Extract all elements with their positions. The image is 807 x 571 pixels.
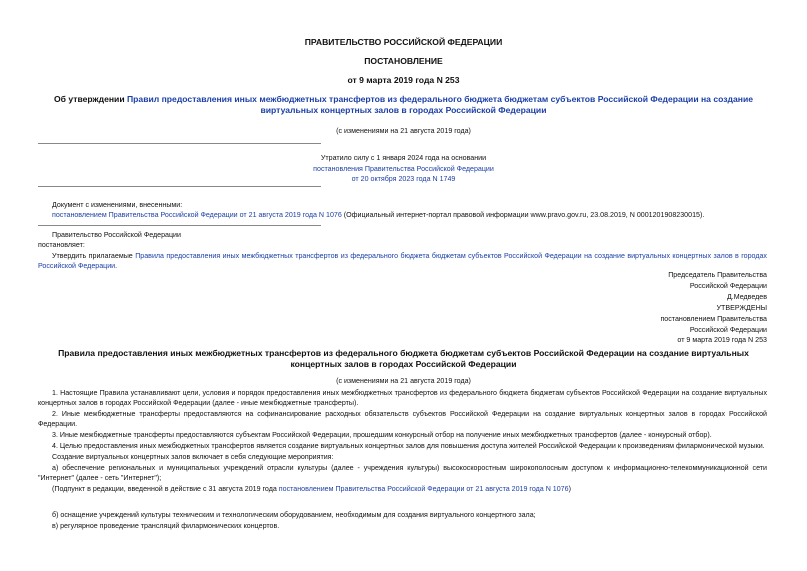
- decree-approve-paragraph: [38, 251, 767, 271]
- signature-block: [500, 270, 767, 346]
- doc-changes-link[interactable]: постановлением Правительства Российской Федерации от 21 августа 2019 года N 1076: [52, 211, 342, 219]
- divider: [38, 225, 321, 226]
- note-suffix: ): [568, 485, 571, 493]
- rule-paragraph: 4. Целью предоставления иных межбюджетных трансфертов является создание виртуальных концертных залов для повышения доступа жителей Российской Федерации к произведениям филармонической музыки.: [52, 442, 765, 450]
- header-changes-note: (с изменениями на 21 августа 2019 года): [336, 127, 471, 135]
- doc-changes-source: (Официальный интернет-портал правовой информации www.pravo.gov.ru, 23.08.2019, N 0001201908230015).: [341, 211, 705, 219]
- expired-line: Утратило силу с 1 января 2024 года на основании: [320, 154, 487, 162]
- doc-changes-line: [52, 210, 704, 220]
- expired-link-date[interactable]: от 20 октября 2023 года N 1749: [351, 175, 456, 183]
- approve-rules-link[interactable]: Правила предоставления иных межбюджетных трансфертов из федерального бюджета бюджетам субъектов Российской Федерации на создание виртуальных концертных залов в городах Российской Федерации: [38, 252, 767, 270]
- approved-date: от 9 марта 2019 года N 253: [677, 336, 767, 345]
- approved-country: Российской Федерации: [689, 325, 767, 334]
- signature-name: Д.Медведев: [726, 292, 767, 301]
- rules-title: Правила предоставления иных межбюджетных трансфертов из федерального бюджета бюджетам субъектов Российской Федерации на создание виртуальных концертных залов в городах Российской Федерации: [58, 348, 749, 369]
- document-date: от 9 марта 2019 года N 253: [347, 75, 460, 85]
- rule-subitem: в) регулярное проведение трансляций филармонических концертов.: [52, 522, 280, 530]
- approve-suffix: .: [115, 262, 118, 270]
- decree-resolves: постановляет:: [38, 241, 85, 249]
- signature-country: Российской Федерации: [689, 281, 767, 290]
- document-type: ПОСТАНОВЛЕНИЕ: [364, 56, 443, 66]
- expired-note: [210, 153, 597, 185]
- rule-paragraph: 1. Настоящие Правила устанавливают цели, условия и порядок предоставления иных межбюджетных трансфертов из федерального бюджета бюджетам субъектов Российской Федерации на создание виртуальных концертных залов в городах Российской Федерации (далее - иные межбюджетные трансферты).: [38, 389, 767, 407]
- rule-note: [38, 484, 767, 494]
- rules-body: [38, 388, 767, 494]
- expired-link-decree[interactable]: постановления Правительства Российской Федерации: [313, 164, 494, 173]
- approved-label: УТВЕРЖДЕНЫ: [716, 303, 767, 312]
- divider: [38, 143, 321, 144]
- rule-subitem: б) оснащение учреждений культуры техническим и технологическим оборудованием, необходимым для создания виртуального концертного зала;: [52, 511, 536, 519]
- title-rules-link[interactable]: Правил предоставления иных межбюджетных трансфертов из федерального бюджета бюджетам субъектов Российской Федерации на создание виртуальных концертных залов в городах Российской Федерации: [127, 94, 754, 115]
- rule-paragraph: 2. Иные межбюджетные трансферты предоставляются на софинансирование расходных обязательств субъектов Российской Федерации на создание виртуальных концертных залов в городах Российской Федерации.: [38, 410, 767, 428]
- rule-paragraph: Создание виртуальных концертных залов включает в себя следующие мероприятия:: [52, 453, 334, 461]
- rules-changes-note: (с изменениями на 21 августа 2019 года): [336, 377, 471, 385]
- note-link[interactable]: постановлением Правительства Российской Федерации от 21 августа 2019 года N 1076: [278, 485, 569, 493]
- signature-position: Председатель Правительства: [668, 271, 767, 279]
- title-prefix: Об утверждении: [53, 94, 127, 104]
- approve-prefix: Утвердить прилагаемые: [52, 252, 136, 260]
- doc-changes-label: Документ с изменениями, внесенными:: [52, 201, 183, 209]
- document-title: [40, 94, 767, 116]
- approved-by: постановлением Правительства: [660, 314, 767, 323]
- government-heading: ПРАВИТЕЛЬСТВО РОССИЙСКОЙ ФЕДЕРАЦИИ: [304, 37, 503, 47]
- note-prefix: (Подпункт в редакции, введенной в действие с 31 августа 2019 года: [52, 485, 279, 493]
- rule-subitem: а) обеспечение региональных и муниципальных учреждений отрасли культуры (далее - учреждения культуры) высокоскоростным широкополосным доступом к информационно-телекоммуникационной сети "Интернет" (далее - сеть "Интернет");: [38, 464, 767, 482]
- rule-paragraph: 3. Иные межбюджетные трансферты предоставляются субъектам Российской Федерации, прошедшим конкурсный отбор на получение иных межбюджетных трансфертов (далее - конкурсный отбор).: [52, 431, 712, 439]
- divider: [38, 186, 321, 187]
- decree-government: Правительство Российской Федерации: [52, 231, 181, 239]
